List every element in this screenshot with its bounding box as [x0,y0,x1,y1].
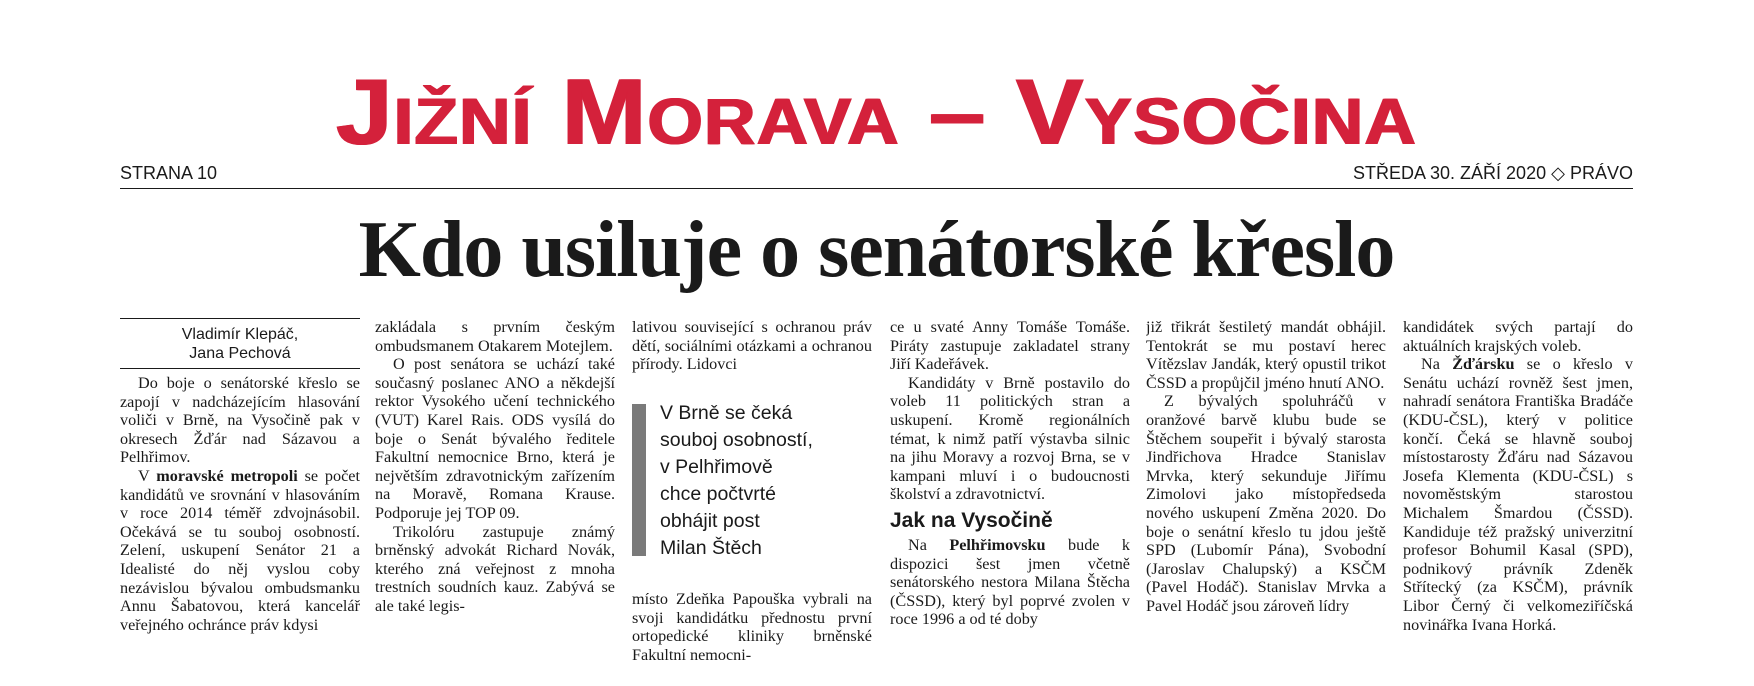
paragraph: Kandidáty v Brně postavilo do voleb 11 politických stran a uskupení. Kromě regionálních témat, k nimž patří výstavba silnic na jihu Moravy a rozvoj Brna, se v kampani mluví i o budoucnosti školství a zdravotnictví. [890,373,1130,504]
paragraph: V moravské metropoli se počet kandidátů ve srovnání v hlasováním v roce 2014 téměř zdvojnásobil. Očekává se tu souboj osobností. Zelení, uskupení Senátor 21 a Idealisté do něj vyslou coby nezávislou bývalou ombudsmanku Annu Šabatovou, která kancelář veřejného ochránce práv kdysi [120,466,360,634]
folio-line [120,162,1633,189]
paragraph: Na Žďársku se o křeslo v Senátu uchází rovněž šest jmen, nahradí senátora Františka Bradáče (KDU-ČSL), který v politice končí. Čeká se hlavně souboj místostarosty Žďáru nad Sázavou Josefa Klementa (KDU-ČSL) s novoměstským starostou Michalem Šmardou (ČSSD). Kandiduje též pražský univerzitní profesor Bohumil Kasal (SPD), podnikový právník Zdeněk Střítecký (za KSČM), právník Libor Černý či velkomeziříčská novinářka Ivana Horká. [1403,355,1633,634]
diamond-separator-icon: ◇ [1551,163,1565,183]
paragraph: O post senátora se uchází také současný poslanec ANO a někdejší rektor Vysokého učení technického (VUT) Karel Rais. ODS vysílá do boje o Senát bývalého ředitele Fakultní nemocnice Brno, která je největším zdravotnickým zařízením na Moravě, Romana Krause. Podporuje jej TOP 09. [375,355,615,522]
emphasis: moravské metropoli [156,466,298,485]
paragraph: kandidátek svých partají do aktuálních krajských voleb. [1403,318,1633,355]
column-6 [1403,318,1633,686]
paragraph: Z bývalých spoluhráčů v oranžové barvě klubu bude se Štěchem soupeřit i bývalý starosta Jindřichova Hradce Stanislav Mrvka, který sekunduje Jiřímu Zimolovi jako místopředseda nového uskupení Změna 2020. Do boje o senátní křeslo tu jdou ještě SPD (Lubomír Pána), Svobodní (Jaroslav Chalupský) a KSČM (Pavel Hodáč). Stanislav Mrvka a Pavel Hodáč jsou zároveň lídry [1146,392,1386,615]
issue-date-line [1353,162,1633,184]
byline-author-2: Jana Pechová [189,345,291,362]
emphasis: Pelhřimovsku [949,535,1046,554]
paper-name: PRÁVO [1569,163,1633,183]
column-5 [1146,318,1386,686]
byline [120,318,360,369]
paragraph: ce u svaté Anny Tomáše Tomáše. Piráty zastupuje zakladatel strany Jiří Kadeřávek. [890,318,1130,374]
column-3-top [632,318,872,384]
pull-quote-line: chce počtvrté [660,483,776,505]
pull-quote-bar [632,404,646,556]
pull-quote-line: obhájit post [660,510,760,532]
pull-quote-line: V Brně se čeká [660,402,793,424]
masthead: Jižní Morava – Vysočina [336,59,1417,164]
issue-date: STŘEDA 30. ZÁŘÍ 2020 [1353,163,1547,183]
emphasis: Žďársku [1452,355,1515,374]
column-1 [120,374,360,686]
article-headline: Kdo usiluje o senátorské křeslo [358,206,1395,294]
pull-quote-line: v Pelhřimově [660,456,773,478]
pull-quote-text [660,400,870,562]
column-2 [375,318,615,686]
paragraph: místo Zdeňka Papouška vybrali na svoji kandidátku přednostu první ortopedické kliniky brněnské Fakultní nemocni- [632,590,872,664]
pull-quote [632,400,872,560]
paragraph: Trikolóru zastupuje známý brněnský advokát Richard Novák, kterého zná veřejnost z mnoha trestních soudních kauz. Zabývá se ale také legis- [375,522,615,615]
pull-quote-line: Milan Štěch [660,537,762,559]
pull-quote-line: souboj osobností, [660,429,813,451]
byline-author-1: Vladimír Klepáč, [181,326,299,343]
column-3-bottom [632,590,872,686]
paragraph: Na Pelhřimovsku bude k dispozici šest jmen včetně senátorského nestora Milana Štěcha (ČSSD), který byl poprvé zvolen v roce 1996 a od té doby [890,535,1130,629]
section-subhead: Jak na Vysočině [890,508,1053,532]
page-number: STRANA 10 [120,163,218,183]
column-4 [890,318,1130,686]
paragraph: již třikrát šestiletý mandát obhájil. Tentokrát se mu postaví herec Vítězslav Jandák, který opustil trikot ČSSD a propůjčil jméno hnutí ANO. [1146,318,1386,392]
paragraph: Do boje o senátorské křeslo se zapojí v nadcházejícím hlasování voliči v Brně, na Vysočině pak v okresech Žďár nad Sázavou a Pelhřimov. [120,374,360,467]
paragraph: lativou související s ochranou práv dětí, sociálními otázkami a ochranou přírody. Lidovci [632,318,872,374]
paragraph: zakládala s prvním českým ombudsmanem Otakarem Motejlem. [375,318,615,355]
